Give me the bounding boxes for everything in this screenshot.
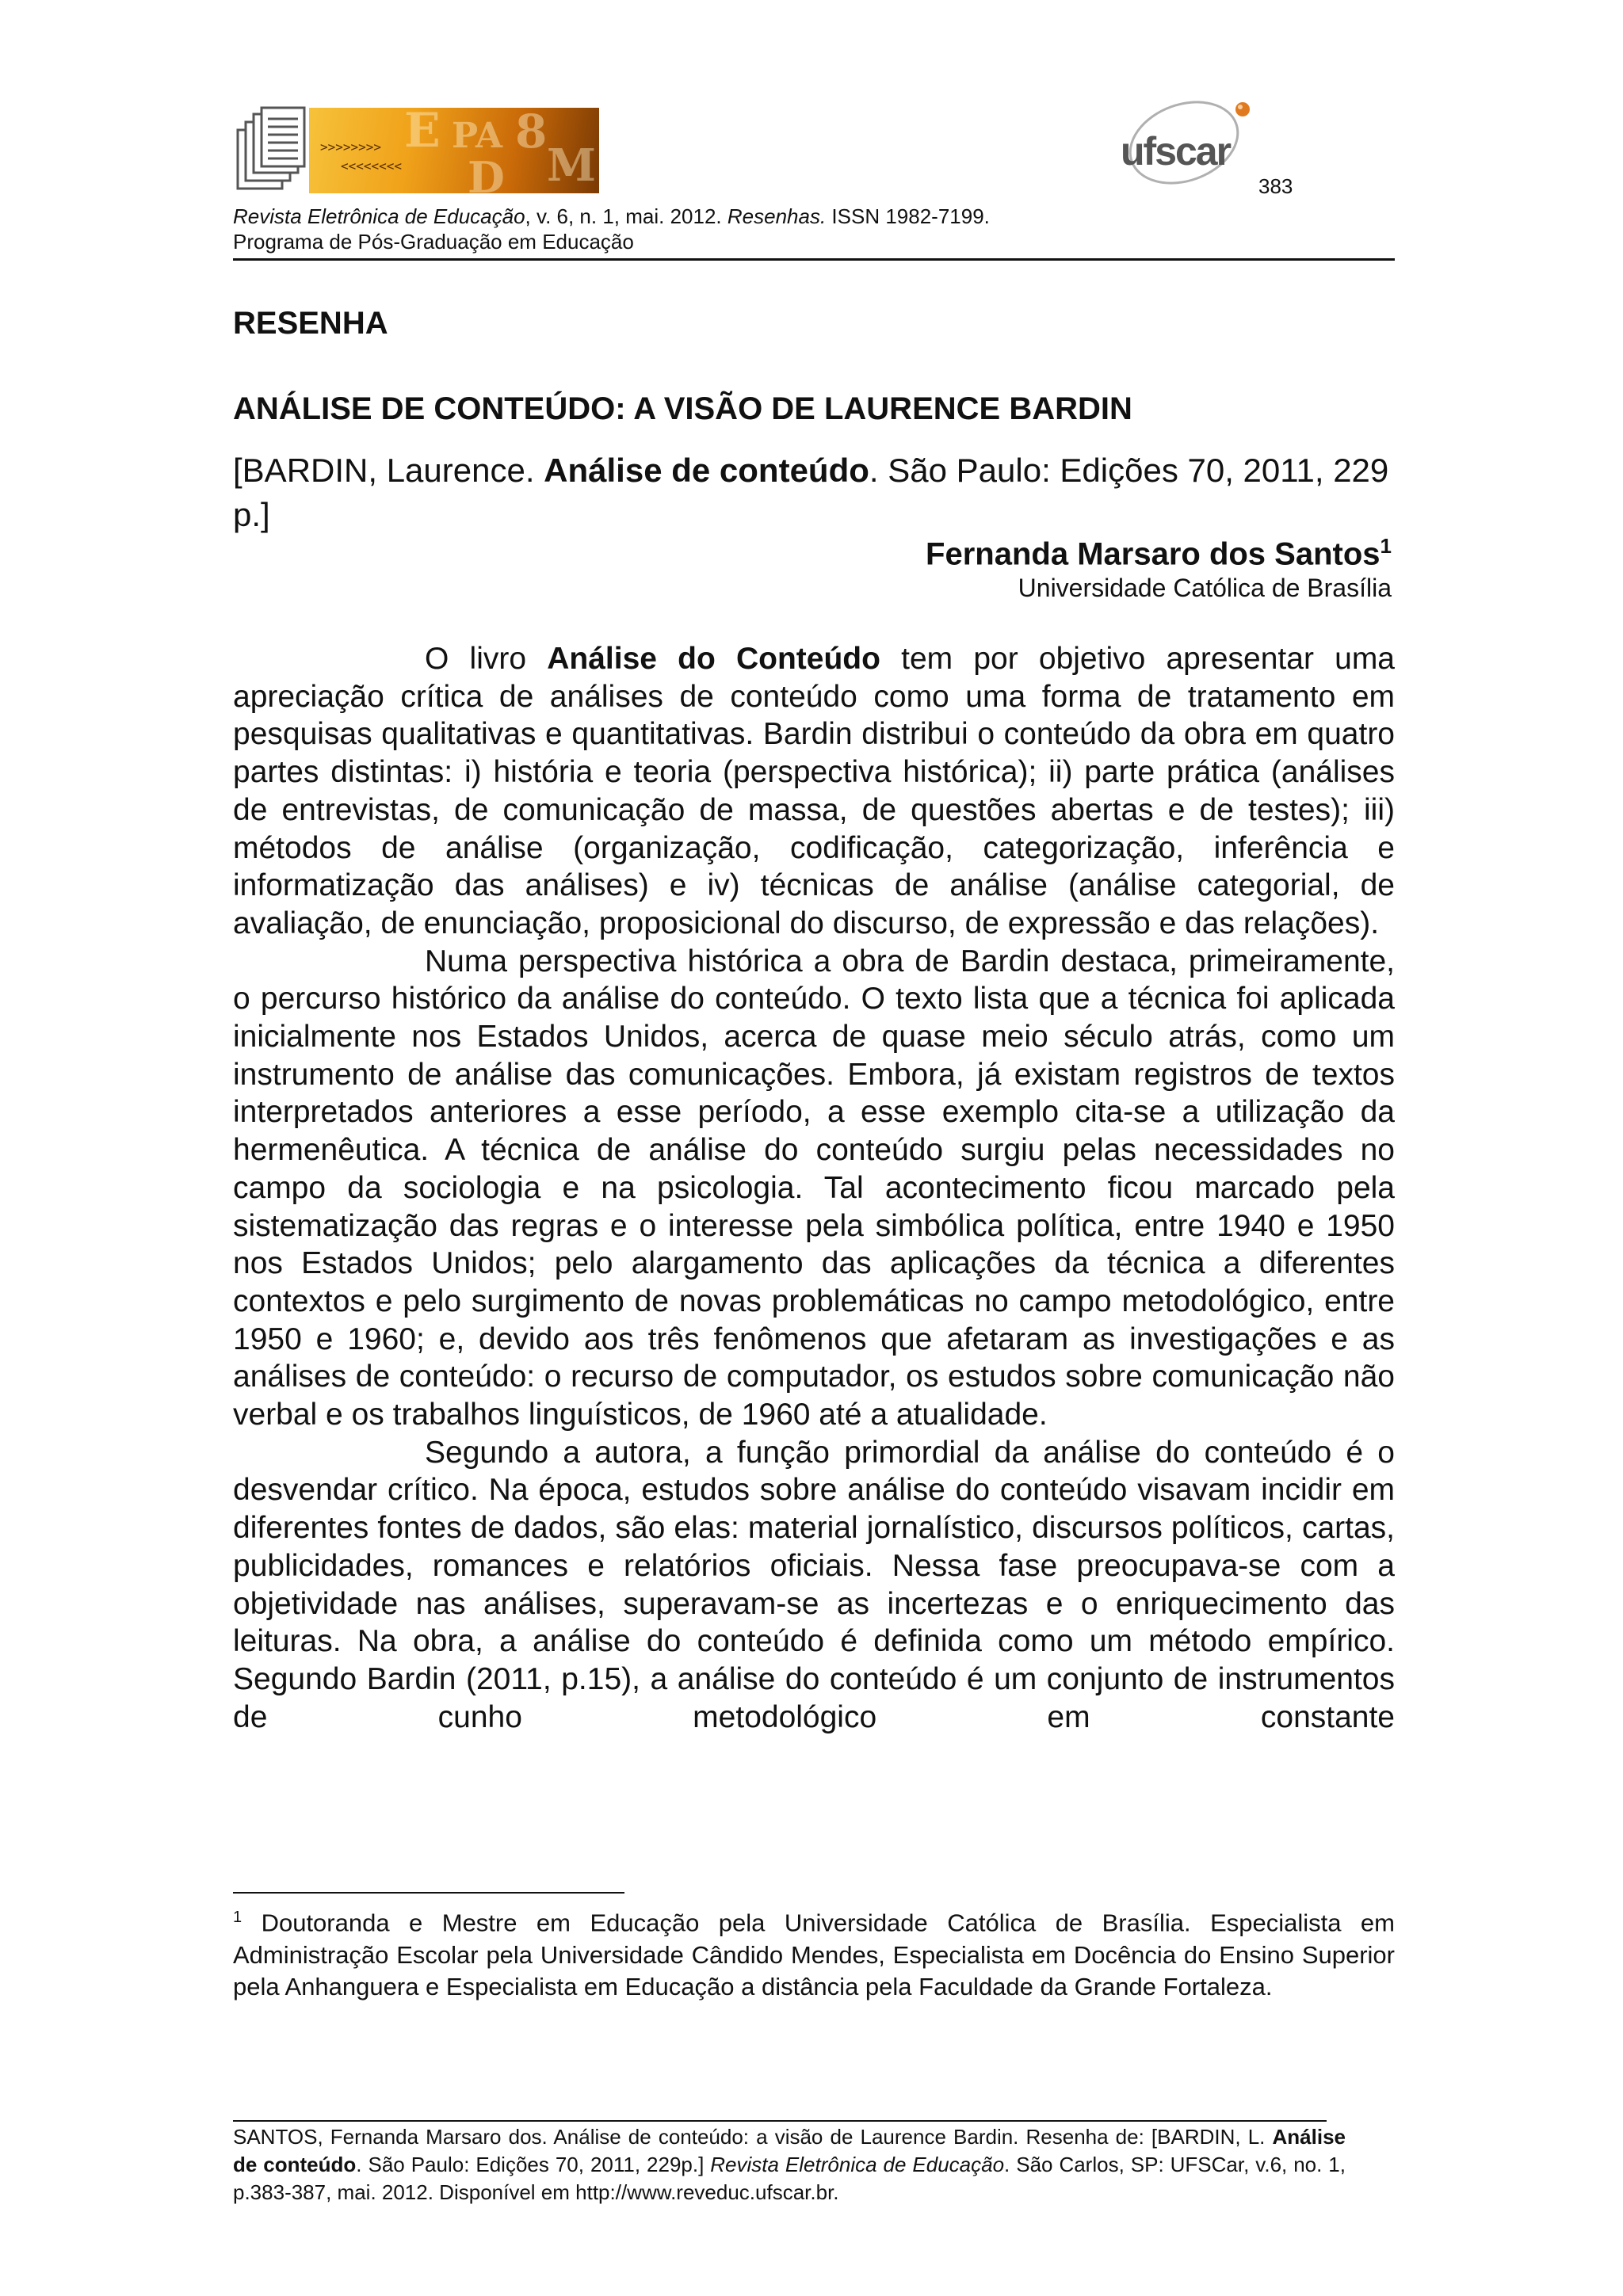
- paragraph-1: [233, 640, 1395, 943]
- header-divider: [233, 258, 1395, 261]
- bottom-citation: [233, 2123, 1346, 2206]
- journal-citation-line: [233, 204, 990, 229]
- author-name-text: Fernanda Marsaro dos Santos: [926, 536, 1381, 572]
- paragraph-1-text: tem por objetivo apresentar uma apreciação crítica de análises de conteúdo como uma forma de tratamento em pesquisas qualitativas e quantitativas. Bardin distribui o conteúdo da obra em quatro partes distintas: i) história e teoria (perspectiva histórica); ii) parte prática (análises de entrevistas, de comunicação de massa, de questões abertas e de testes); iii) métodos de análise (organização, codificação, categorização, inferência e informatização das análises) e iv) técnicas de análise (análise categorial, de avaliação, de enunciação, proposicional do discurso, de expressão e das relações).: [233, 642, 1395, 940]
- author-affiliation: Universidade Católica de Brasília: [1018, 574, 1392, 602]
- citation-divider: [233, 2120, 1327, 2122]
- reference-prefix: [BARDIN, Laurence.: [233, 452, 544, 489]
- journal-name: Revista Eletrônica de Educação: [233, 204, 525, 228]
- reference-book-title: Análise de conteúdo: [544, 452, 869, 489]
- author-footnote-marker: 1: [1380, 534, 1392, 558]
- section-label: RESENHA: [233, 306, 388, 341]
- paragraph-3: Segundo a autora, a função primordial da análise do conteúdo é o desvendar crítico. Na época, estudos sobre análise do conteúdo visavam incidir em diferentes fontes de dados, são elas: material jornalístico, discursos políticos, cartas, publicidades, romances e relatórios oficiais. Nessa fase preocupava-se com a objetividade nas análises, superavam-se as incertezas e o enriquecimento das leituras. Na obra, a análise do conteúdo é definida como um método empírico. Segundo Bardin (2011, p.15), a análise do conteúdo é um conjunto de instrumentos de cunho metodológico em constante: [233, 1435, 1395, 1734]
- footnote: [233, 1901, 1395, 2004]
- program-name: Programa de Pós-Graduação em Educação: [233, 230, 634, 254]
- reference-suffix: . São Paulo: Edições 70, 2011, 229 p.]: [233, 452, 1389, 533]
- citation-part-3: . São Carlos, SP: UFSCar, v.6, no. 1, p.383-387, mai. 2012. Disponível em http://www.reveduc.ufscar.br.: [233, 2153, 1346, 2204]
- logo-banner: E PA 8 M D >>>>>>>> <<<<<<<<: [309, 108, 599, 193]
- footnote-marker: 1: [233, 1909, 242, 1926]
- article-body: [233, 640, 1395, 1736]
- logo-arrows-right: >>>>>>>>: [320, 139, 382, 154]
- paragraph-2: Numa perspectiva histórica a obra de Bardin destaca, primeiramente, o percurso histórico da análise do conteúdo. O texto lista que a técnica foi aplicada inicialmente nos Estados Unidos, acerca de quase meio século atrás, como um instrumento de análise das comunicações. Embora, já existam registros de textos interpretados anteriores a esse período, a esse exemplo cita-se a utilização da hermenêutica. A técnica de análise do conteúdo surgiu pelas necessidades no campo da sociologia e na psicologia. Tal acontecimento ficou marcado pela sistematização das regras e o interesse pela simbólica política, entre 1940 e 1950 nos Estados Unidos; pelo alargamento das aplicações da técnica a diferentes contextos e pelo surgimento de novas problemáticas no campo metodológico, entre 1950 e 1960; e, devido aos três fenômenos que afetaram as investigações e as análises de conteúdo: o recurso de computador, os estudos sobre comunicação não verbal e os trabalhos linguísticos, de 1960 até a atualidade.: [233, 944, 1395, 1432]
- footnote-text: Doutoranda e Mestre em Educação pela Universidade Católica de Brasília. Especialista em Administração Escolar pela Universidade Cândido Mendes, Especialista em Docência do Ensino Superior pela Anhanguera e Especialista em Educação a distância pela Faculdade da Grande Fortaleza.: [233, 1909, 1395, 2001]
- journal-issn: ISSN 1982-7199.: [826, 204, 990, 228]
- citation-part-2: . São Paulo: Edições 70, 2011, 229p.]: [356, 2153, 711, 2176]
- ufscar-logo: [1116, 93, 1258, 196]
- footnote-divider: [233, 1892, 624, 1894]
- journal-section: Resenhas.: [727, 204, 827, 228]
- paragraph-1-intro: O livro: [425, 642, 548, 676]
- citation-journal-name: Revista Eletrônica de Educação: [710, 2153, 1005, 2176]
- journal-logo: [236, 106, 601, 195]
- document-pages-icon: [236, 106, 307, 193]
- ufscar-logo-text: ufscar: [1121, 129, 1231, 174]
- journal-details: , v. 6, n. 1, mai. 2012.: [525, 204, 727, 228]
- logo-arrows-left: <<<<<<<<: [341, 158, 403, 174]
- citation-part-1: SANTOS, Fernanda Marsaro dos. Análise de conteúdo: a visão de Laurence Bardin. Resenha de: [BARDIN, L.: [233, 2125, 1273, 2149]
- author-name: [926, 534, 1392, 572]
- book-reference: [233, 448, 1395, 537]
- citation-book-title: Análise de conteúdo: [233, 2125, 1346, 2176]
- paragraph-1-book-title: Análise do Conteúdo: [547, 642, 880, 676]
- page-number: 383: [1258, 174, 1293, 198]
- article-title: ANÁLISE DE CONTEÚDO: A VISÃO DE LAURENCE BARDIN: [233, 391, 1132, 426]
